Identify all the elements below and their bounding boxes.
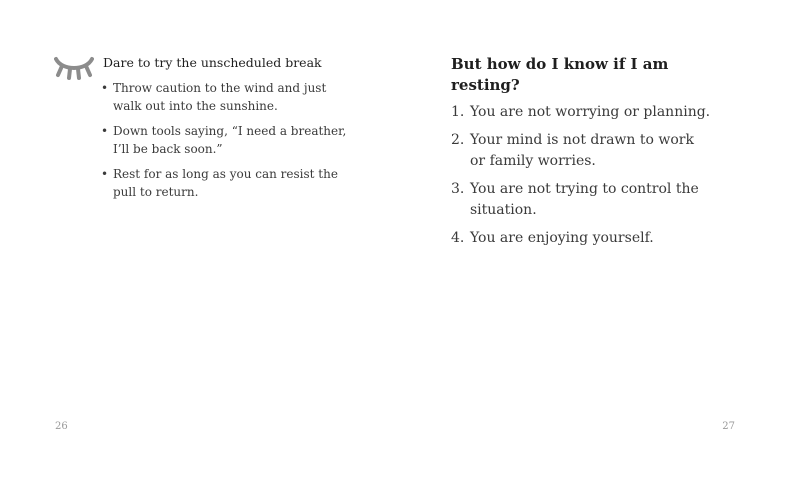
list-item-text: Throw caution to the wind and just walk out into the sunshine. <box>113 81 327 113</box>
page-number: 26 <box>55 421 68 432</box>
list-item <box>451 179 711 221</box>
bullet-list <box>101 79 351 208</box>
list-item-text: Down tools saying, “I need a breather, I’ll be back soon.” <box>113 124 347 156</box>
list-number: 3. <box>451 181 465 197</box>
numbered-list <box>451 102 711 256</box>
bullet-marker: • <box>101 167 109 181</box>
list-number: 2. <box>451 132 465 148</box>
list-item <box>451 228 711 249</box>
list-item-text: You are enjoying yourself. <box>470 230 654 246</box>
list-item <box>451 130 711 172</box>
section-heading: Dare to try the unscheduled break <box>103 55 322 70</box>
list-item-text: Your mind is not drawn to work or family worries. <box>470 132 694 169</box>
bullet-marker: • <box>101 124 109 138</box>
list-item <box>451 102 711 123</box>
list-item <box>101 165 351 201</box>
list-number: 1. <box>451 104 465 120</box>
page-number: 27 <box>722 421 735 432</box>
list-item-text: You are not trying to control the situation. <box>470 181 699 218</box>
list-number: 4. <box>451 230 465 246</box>
bullet-marker: • <box>101 81 109 95</box>
list-item-text: Rest for as long as you can resist the pull to return. <box>113 167 338 199</box>
list-item-text: You are not worrying or planning. <box>470 104 711 120</box>
section-heading: But how do I know if I am resting? <box>451 55 669 94</box>
closed-eye-icon <box>54 55 94 81</box>
list-item <box>101 122 351 158</box>
list-item <box>101 79 351 115</box>
right-page <box>395 0 790 477</box>
